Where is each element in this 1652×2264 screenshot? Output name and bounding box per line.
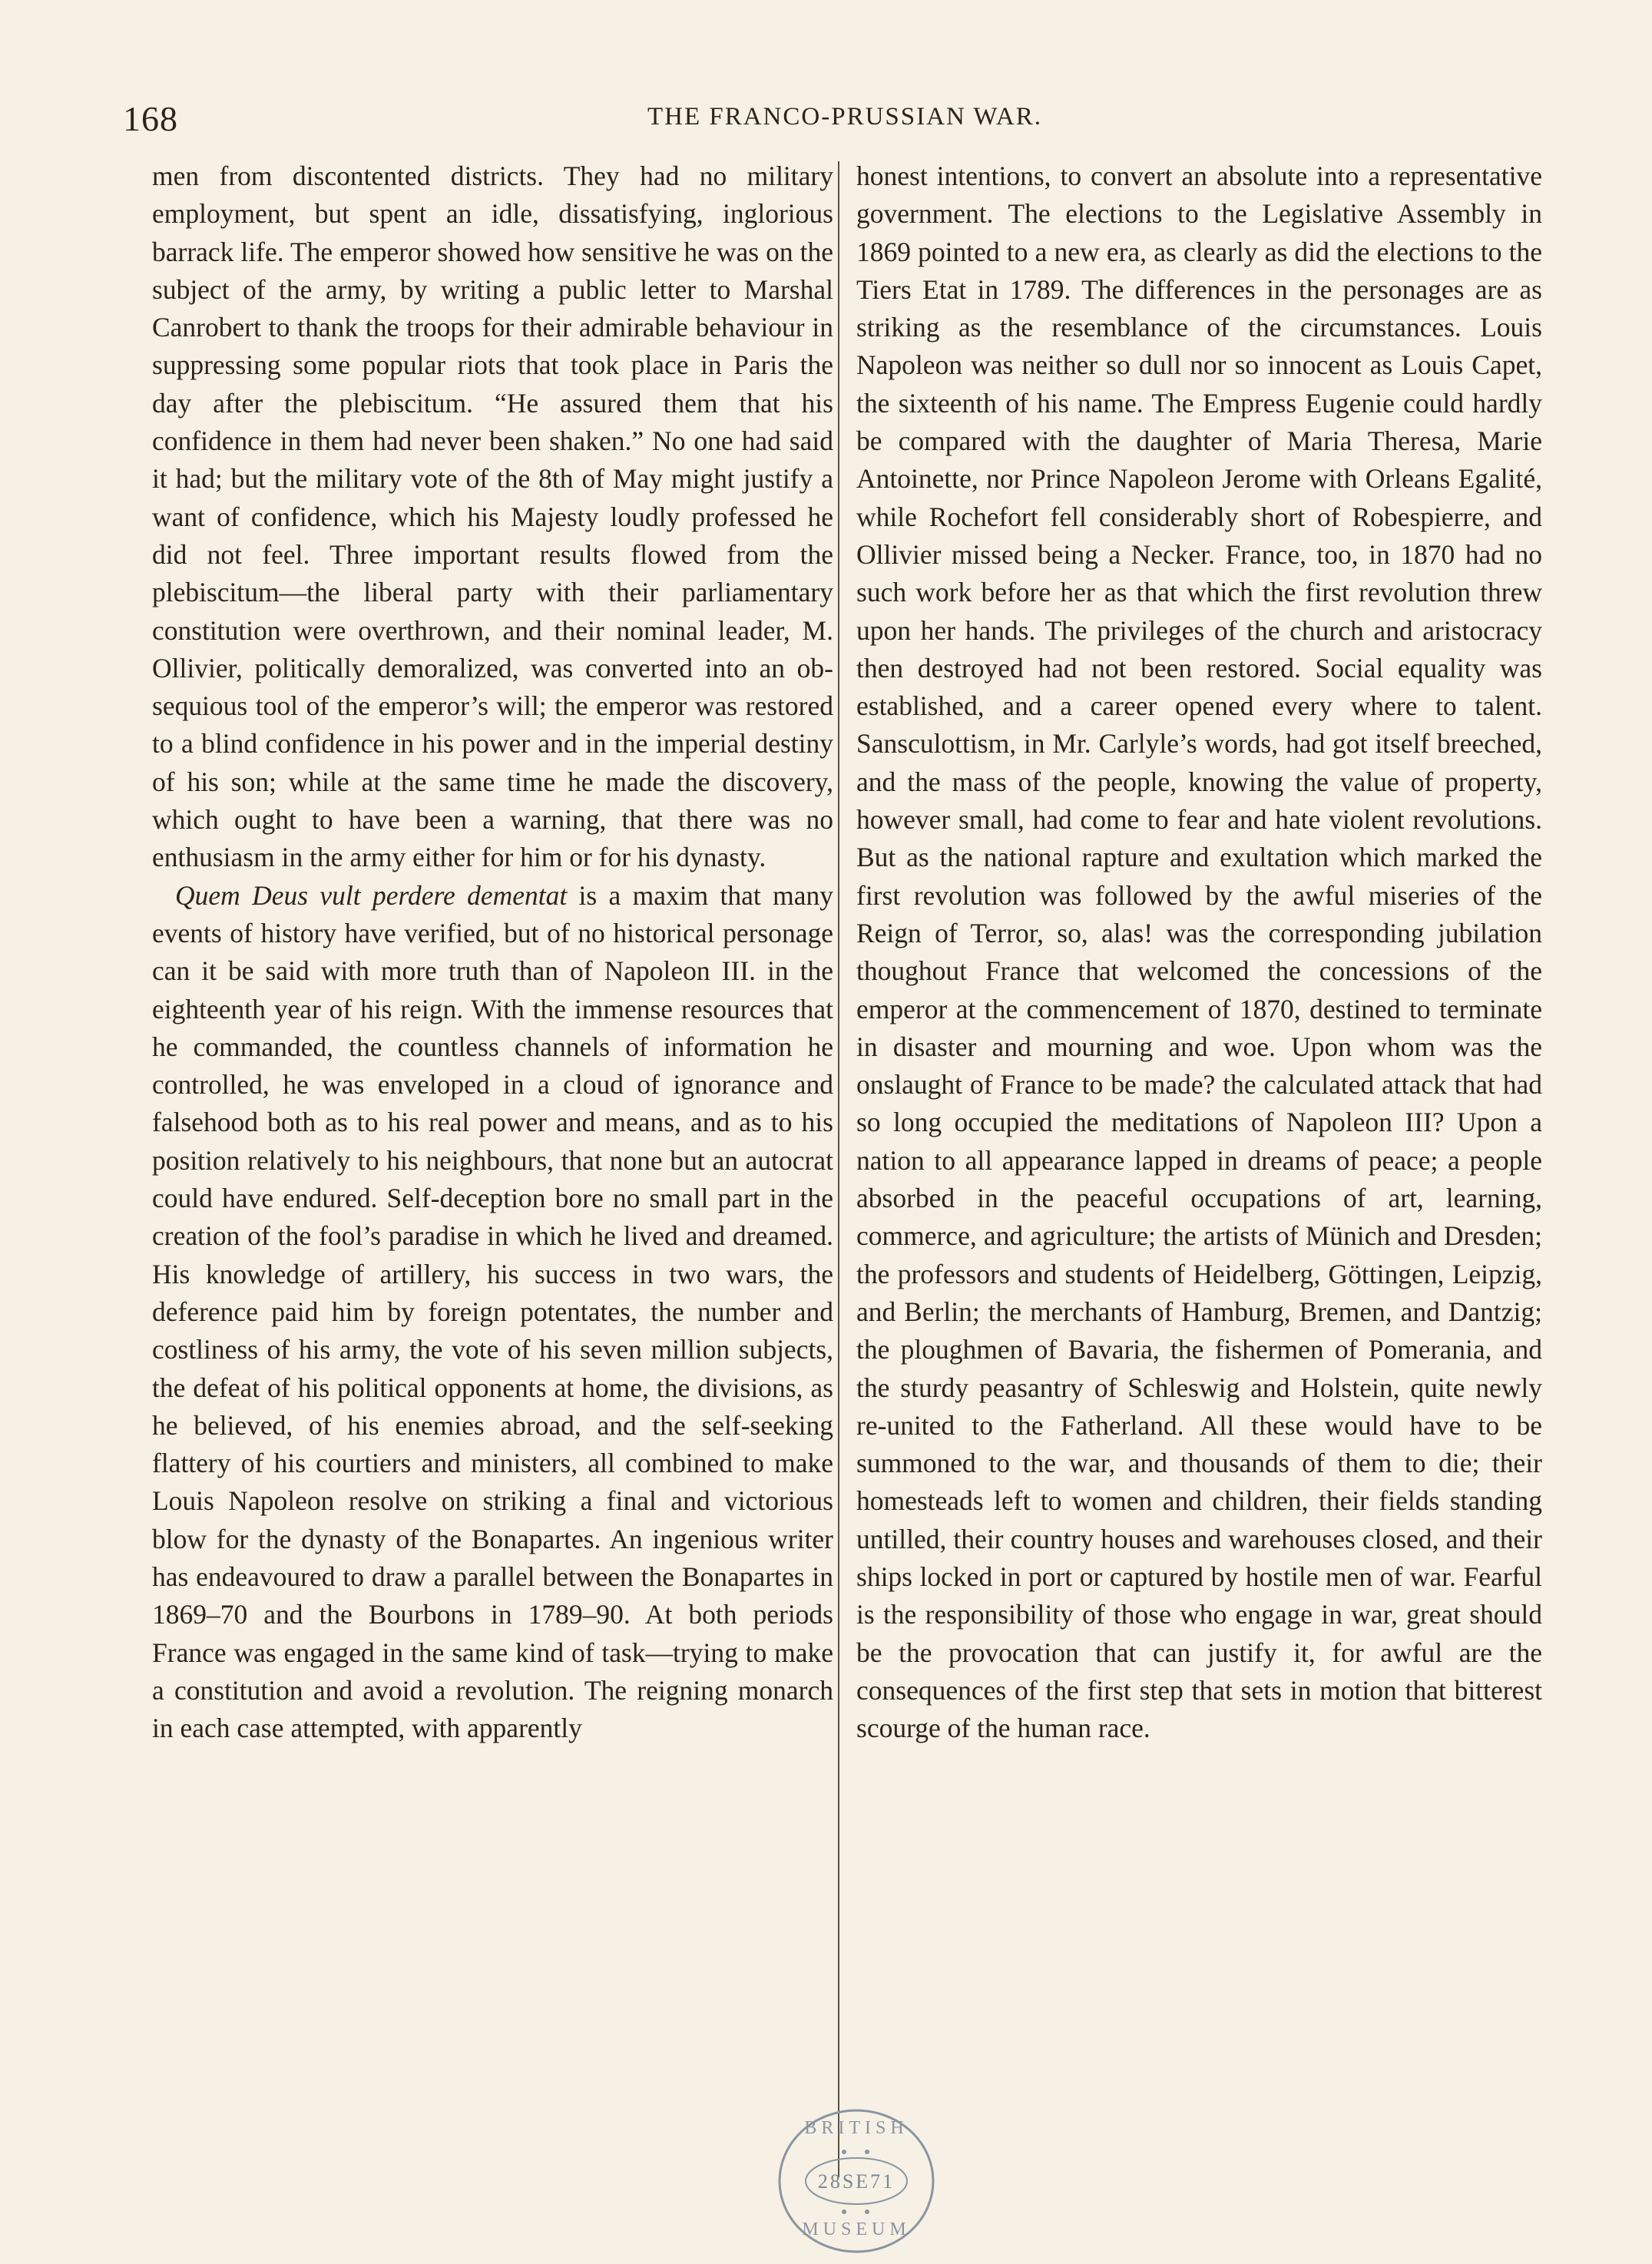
page-number: 168: [123, 99, 178, 138]
left-paragraph-2: [152, 877, 833, 1748]
left-paragraph-1: men from discontented districts. They had no military employment, but spent an idle, dissatisfying, inglorious barrack life. The emperor showed how sensitive he was on the subject of the army, by writing a public letter to Marshal Canrobert to thank the troops for their admirable behaviour in suppressing some popular riots that took place in Paris the day after the plebiscitum. “He assured them that his confidence in them had never been shaken.” No one had said it had; but the military vote of the 8th of May might justify a want of confidence, which his Majesty loudly professed he did not feel. Three important results flowed from the plebiscitum—the liberal party with their parliamentary constitution were overthrown, and their nominal leader, M. Ollivier, politically demoralized, was converted into an obsequious tool of the emperor’s will; the emperor was restored to a blind confidence in his power and in the imperial destiny of his son; while at the same time he made the discovery, which ought to have been a warning, that there was no enthusiasm in the army either for him or for his dynasty.: [152, 161, 833, 873]
right-paragraph-1: honest intentions, to convert an absolute into a representative government. The elections to the Legislative Assembly in 1869 pointed to a new era, as clearly as did the elections to the Tiers Etat in 1789. The differences in the personages are as striking as the resemblance of the circumstances. Louis Napoleon was neither so dull nor so innocent as Louis Capet, the sixteenth of his name. The Empress Eugenie could hardly be compared with the daughter of Maria Theresa, Marie Antoinette, nor Prince Napoleon Jerome with Orleans Egalité, while Rochefort fell considerably short of Robespierre, and Ollivier missed being a Necker. France, too, in 1870 had no such work before her as that which the first revolution threw upon her hands. The privileges of the church and aristocracy then destroyed had not been restored. Social equality was established, and a career opened every where to talent. Sansculottism, in Mr. Carlyle’s words, had got itself breeched, and the mass of the people, knowing the value of property, however small, had come to fear and hate violent revolutions. But as the national rapture and exultation which marked the first revolution was followed by the awful miseries of the Reign of Terror, so, alas! was the corresponding jubilation thoughout France that welcomed the concessions of the emperor at the commencement of 1870, destined to terminate in disaster and mourning and woe. Upon whom was the onslaught of France to be made? the calculated attack that had so long occupied the meditations of Napoleon III? Upon a nation to all appearance lapped in dreams of peace; a people absorbed in the peaceful occupations of art, learning, commerce, and agriculture; the artists of Münich and Dresden; the professors and students of Heidelberg, Göttingen, Leipzig, and Berlin; the merchants of Hamburg, Bremen, and Dantzig; the ploughmen of Bavaria, the fishermen of Pomerania, and the sturdy peasantry of Schleswig and Holstein, quite newly re-united to the Fatherland. All these would have to be summoned to the war, and thousands of them to die; their homesteads left to women and children, their fields standing untilled, their country houses and warehouses closed, and their ships locked in port or captured by hostile men of war. Fearful is the responsibility of those who engage in war, great should be the provocation that can justify it, for awful are the consequences of the first step that sets in motion that bitterest scourge of the human race.: [856, 161, 1542, 1744]
library-stamp: [772, 2104, 941, 2258]
running-head: [123, 98, 1567, 144]
stamp-date: 28SE71: [817, 2170, 896, 2193]
left-paragraph-2-text: is a maxim that many events of history have verified, but of no historical personage can it be said with more truth than of Napoleon III. in the eighteenth year of his reign. With the immense resources that he commanded, the countless channels of information he controlled, he was enveloped in a cloud of ignorance and falsehood both as to his real power and means, and as to his position relatively to his neighbours, that none but an autocrat could have endured. Self-deception bore no small part in the creation of the fool’s paradise in which he lived and dreamed. His knowledge of artillery, his success in two wars, the deference paid him by foreign potentates, the number and costliness of his army, the vote of his seven million subjects, the defeat of his political opponents at home, the divisions, as he believed, of his enemies abroad, and the self-seeking flattery of his courtiers and ministers, all combined to make Louis Napoleon resolve on striking a final and victorious blow for the dynasty of the Bonapartes. An ingenious writer has endeavoured to draw a parallel between the Bonapartes in 1869–70 and the Bourbons in 1789–90. At both periods France was engaged in the same kind of task—trying to make a constitution and avoid a revolution. The reigning monarch in each case attempted, with apparently: [152, 879, 833, 1744]
latin-maxim: Quem Deus vult perdere dementat: [175, 879, 568, 911]
stamp-top-text: BRITISH: [804, 2118, 909, 2138]
right-column: [856, 157, 1542, 1747]
running-title: THE FRANCO-PRUSSIAN WAR.: [647, 103, 1043, 131]
column-divider: [838, 161, 839, 2177]
stamp-bottom-text: MUSEUM: [802, 2219, 911, 2239]
left-column: [152, 157, 833, 1747]
